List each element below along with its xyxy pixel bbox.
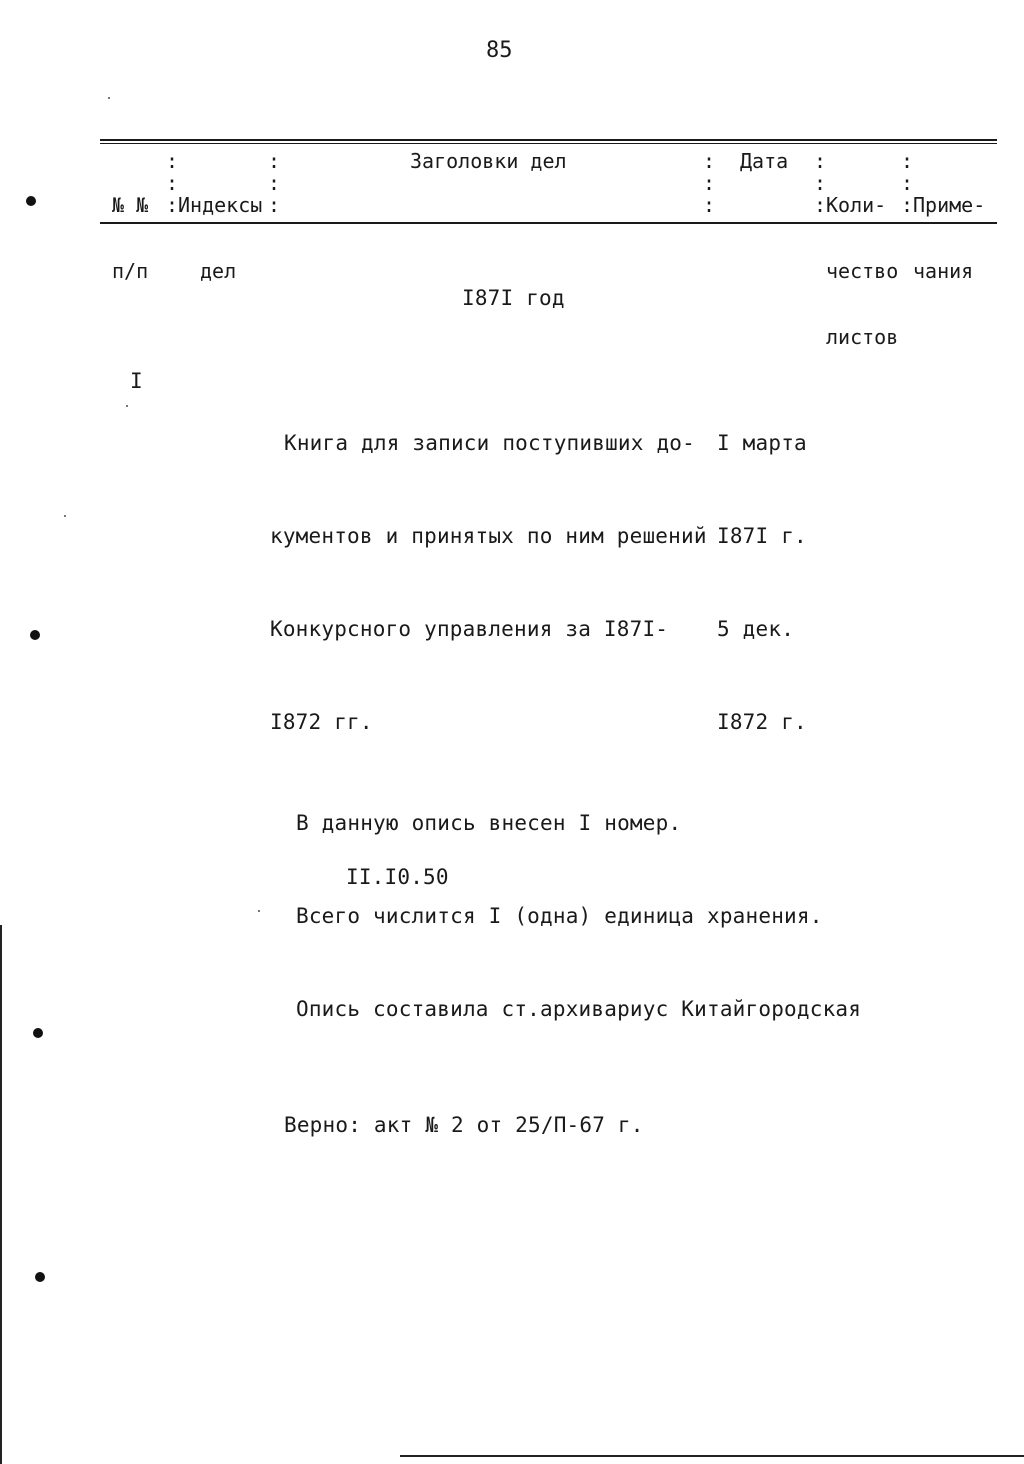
entry-date <box>717 366 807 800</box>
column-header-index <box>178 150 262 326</box>
page-number: 85 <box>486 38 513 63</box>
column-header-index-line2: дел <box>200 259 237 283</box>
column-header-number-line2: п/п <box>112 259 149 283</box>
year-heading: I87I год <box>462 286 565 310</box>
scan-speck <box>258 910 260 912</box>
scan-speck <box>108 97 110 99</box>
scan-speck <box>64 515 66 517</box>
entry-title-line: Конкурсного управления за I87I- <box>270 617 669 641</box>
header-top-rule <box>100 139 997 141</box>
summary-date: II.I0.50 <box>346 865 449 889</box>
header-top-rule-2 <box>100 143 997 144</box>
column-header-notes <box>913 150 985 326</box>
entry-title-line: I872 гг. <box>270 710 373 734</box>
summary-line-2: Всего числится I (одна) единица хранения. <box>296 904 823 928</box>
binder-hole-1 <box>26 196 36 206</box>
column-header-count-line1: Коли- <box>826 193 887 217</box>
column-header-number-line1: № № <box>112 193 149 217</box>
scan-bottom-edge <box>400 1455 1024 1457</box>
binder-hole-2 <box>30 630 40 640</box>
column-header-date: Дата <box>740 149 789 173</box>
column-header-index-line1: Индексы <box>178 193 263 217</box>
summary-line-3: Опись составила ст.архивариус Китайгородская <box>296 997 862 1021</box>
summary-block <box>296 746 861 1087</box>
column-header-notes-line2: чания <box>913 259 974 283</box>
entry-number: I <box>130 369 143 393</box>
column-header-titles: Заголовки дел <box>410 149 567 173</box>
binder-hole-3 <box>33 1028 43 1038</box>
entry-date-line: I872 г. <box>717 710 807 734</box>
column-separator: : : : <box>703 149 716 217</box>
entry-title-line: Книга для записи поступивших до- <box>284 431 695 455</box>
column-header-count-line2: чество <box>826 259 899 283</box>
column-header-notes-line1: Приме- <box>913 193 986 217</box>
binder-hole-4 <box>35 1272 45 1282</box>
column-separator: : : : <box>814 149 827 217</box>
column-separator: : : : <box>268 149 281 217</box>
column-header-count-line3: листов <box>826 325 899 349</box>
column-separator: : : : <box>166 149 179 217</box>
entry-date-line: I87I г. <box>717 524 807 548</box>
certification-line: Верно: акт № 2 от 25/П-67 г. <box>284 1113 644 1137</box>
scan-speck <box>126 405 128 407</box>
entry-title-line: кументов и принятых по ним решений <box>270 524 707 548</box>
column-separator: : : : <box>901 149 914 217</box>
entry-date-line: 5 дек. <box>717 617 795 641</box>
column-header-count <box>826 150 898 392</box>
entry-date-line: I марта <box>717 431 807 455</box>
column-header-number <box>112 150 160 326</box>
summary-line-1: В данную опись внесен I номер. <box>296 811 682 835</box>
scan-left-edge <box>0 925 2 1464</box>
entry-title <box>270 366 707 800</box>
